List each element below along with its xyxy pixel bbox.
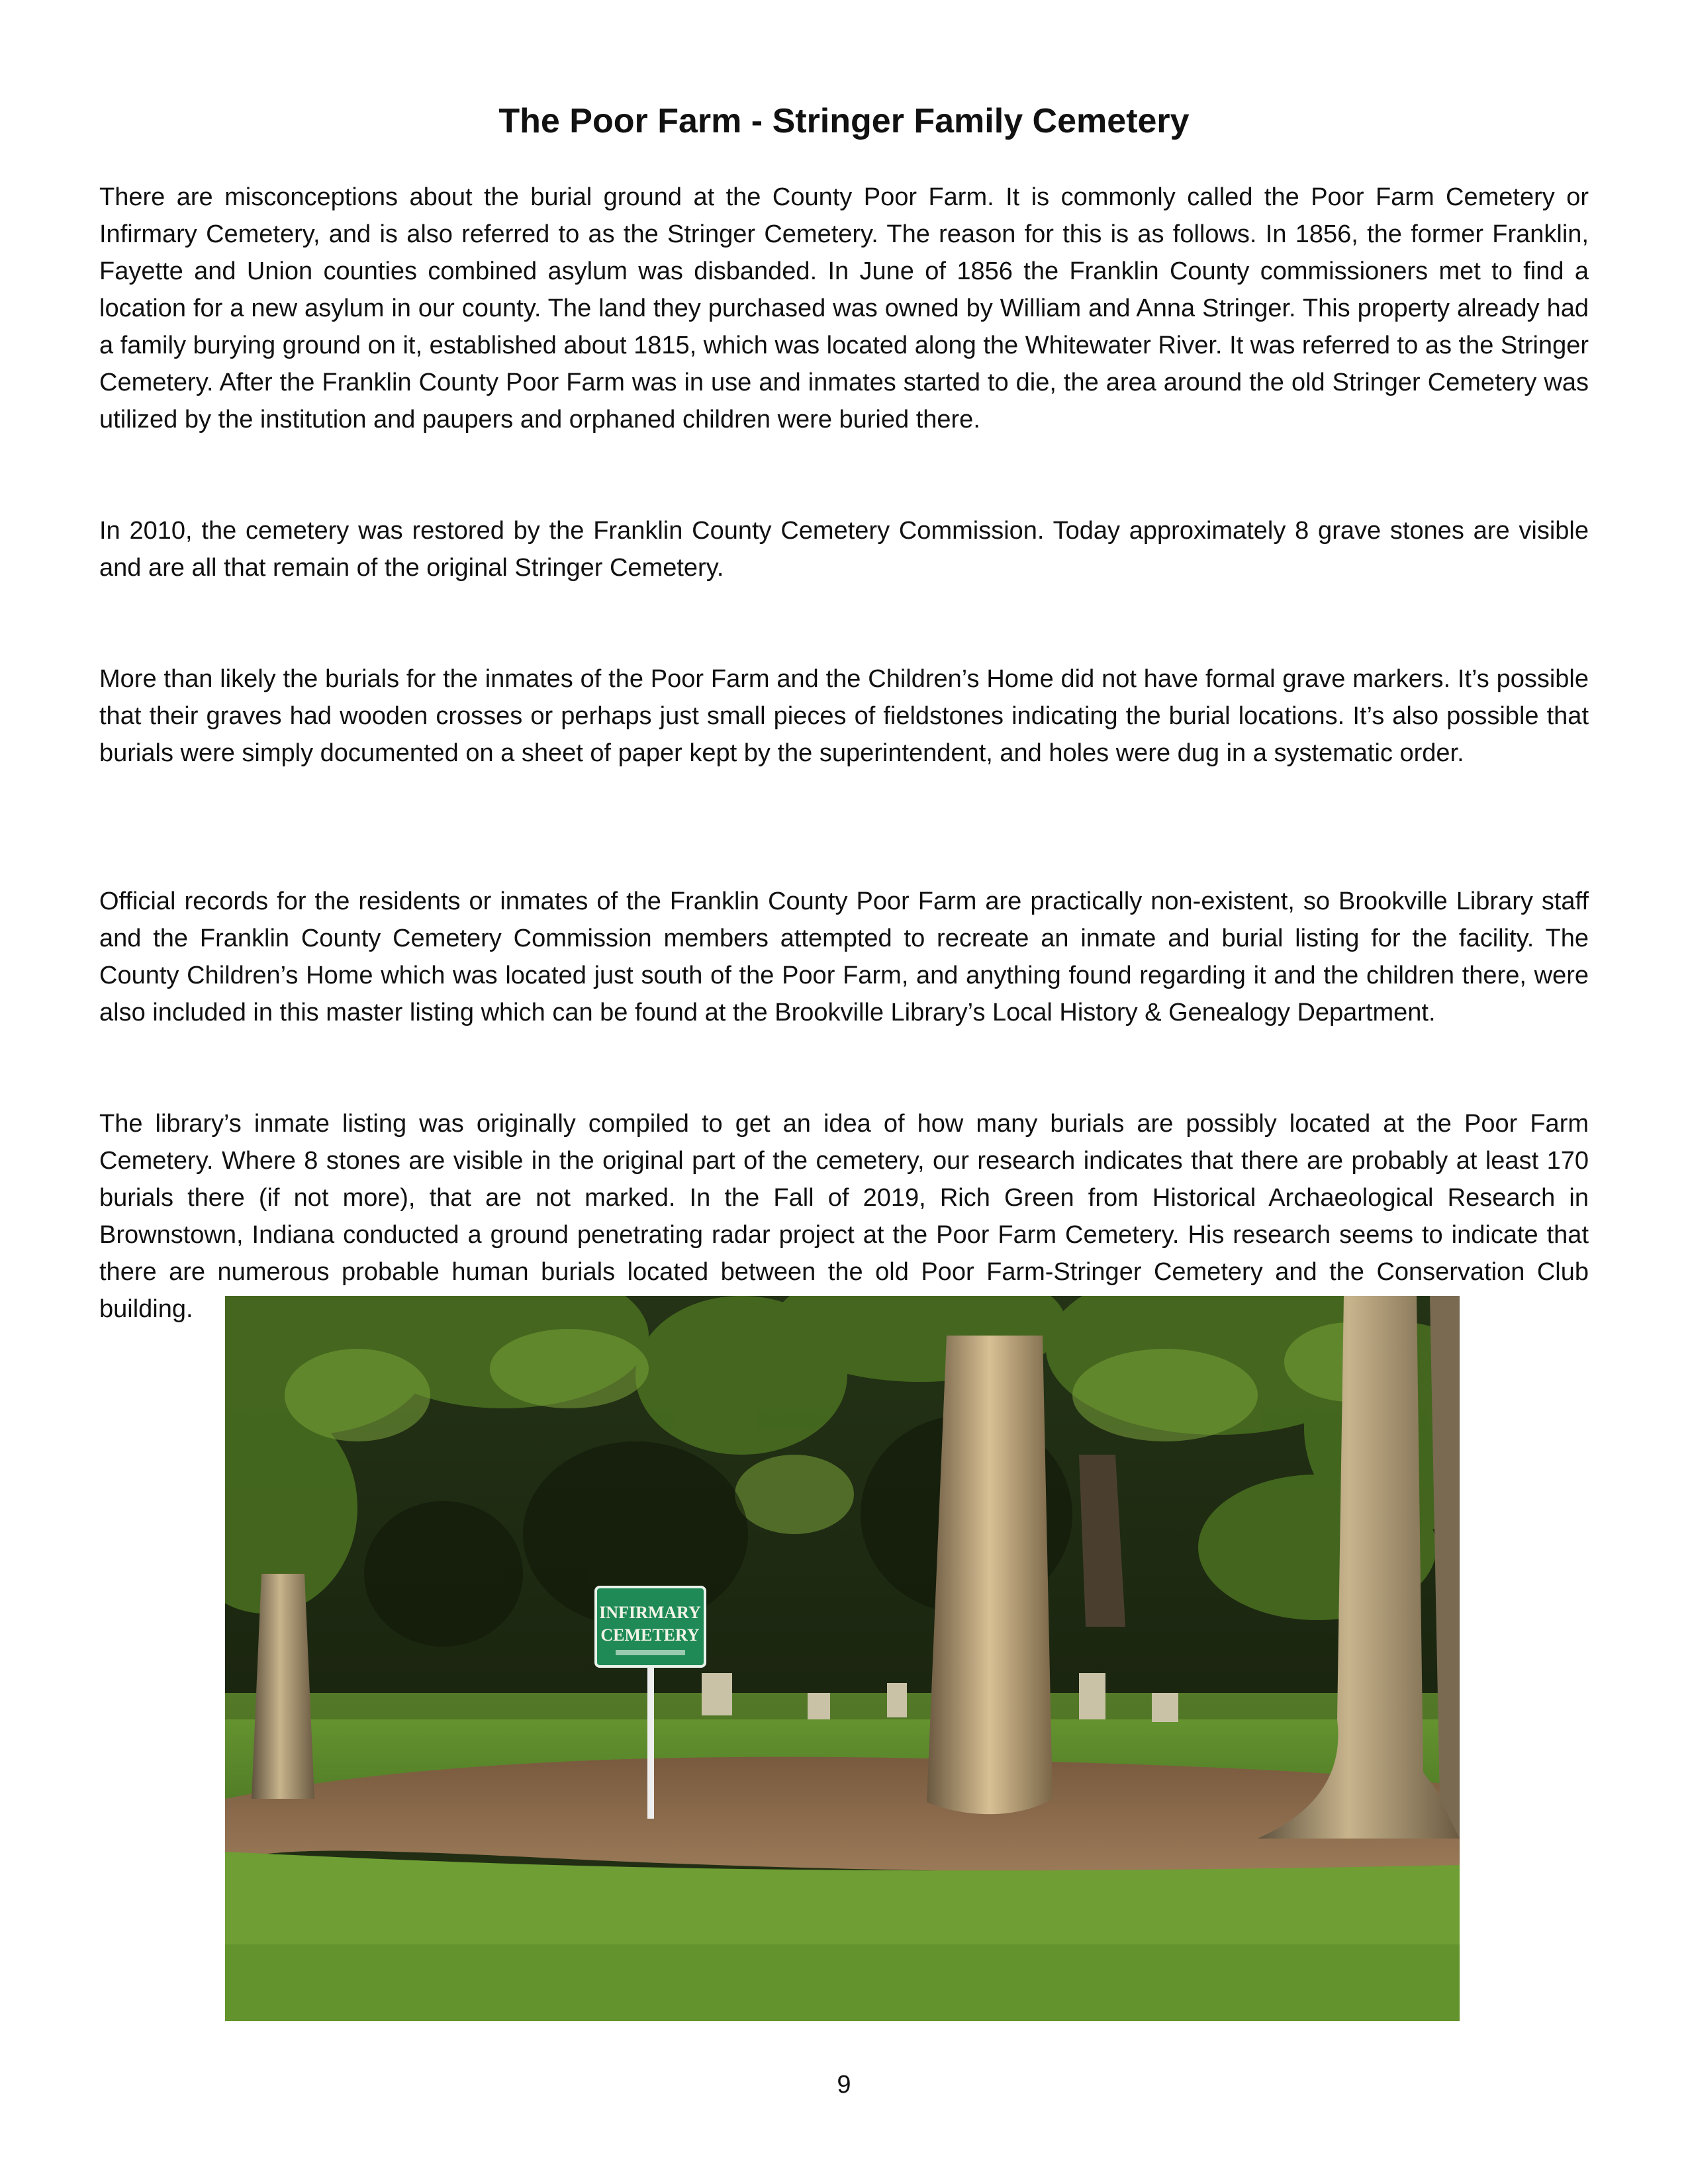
sign-text-line2: CEMETERY — [600, 1625, 700, 1645]
paragraph-grave-markers: More than likely the burials for the inmates of the Poor Farm and the Children’s Home did not have formal grave markers. It’s possible that their graves had wooden crosses or perhaps just small pieces of fieldstones indicating the burial locations. It’s also possible that burials were simply documented on a sheet of paper kept by the superintendent, and holes were dug in a systematic order. — [99, 665, 1589, 767]
page-number: 9 — [837, 2071, 851, 2099]
sign-text-line1: INFIRMARY — [599, 1603, 701, 1622]
paragraph-records: Official records for the residents or inmates of the Franklin County Poor Farm are practically non-existent, so Brookville Library staff and the Franklin County Cemetery Commission members attempted to recreate an inmate and burial listing for the facility. The County Children’s Home which was located just south of the Poor Farm, and anything found regarding it and the children there, were also included in this master listing which can be found at the Brookville Library’s Local History & Genealogy Department. — [99, 887, 1589, 1026]
cemetery-photo — [225, 1296, 1460, 2021]
paragraph-restoration: In 2010, the cemetery was restored by the Franklin County Cemetery Commission. Today approximately 8 grave stones are visible and are all that remain of the original Stringer Cemetery. — [99, 517, 1589, 582]
page-title: The Poor Farm - Stringer Family Cemetery — [498, 102, 1190, 140]
paragraph-radar-research: The library’s inmate listing was originally compiled to get an idea of how many burials are possibly located at the Poor Farm Cemetery. Where 8 stones are visible in the original part of the cemetery, our research indicates that there are probably at least 170 burials there (if not more), that are not marked. In the Fall of 2019, Rich Green from Historical Archaeological Research in Brownstown, Indiana conducted a ground penetrating radar project at the Poor Farm Cemetery. His research seems to indicate that there are numerous probable human burials located between the old Poor Farm-Stringer Cemetery and the Conservation Club building. — [99, 1110, 1589, 1323]
paragraph-history: There are misconceptions about the burial ground at the County Poor Farm. It is commonly called the Poor Farm Cemetery or Infirmary Cemetery, and is also referred to as the Stringer Cemetery. The reason for this is as follows. In 1856, the former Franklin, Fayette and Union counties combined asylum was disbanded. In June of 1856 the Franklin County commissioners met to find a location for a new asylum in our county. The land they purchased was owned by William and Anna Stringer. This property already had a family burying ground on it, established about 1815, which was located along the Whitewater River. It was referred to as the Stringer Cemetery. After the Franklin County Poor Farm was in use and inmates started to die, the area around the old Stringer Cemetery was utilized by the institution and paupers and orphaned children were buried there. — [99, 183, 1589, 433]
